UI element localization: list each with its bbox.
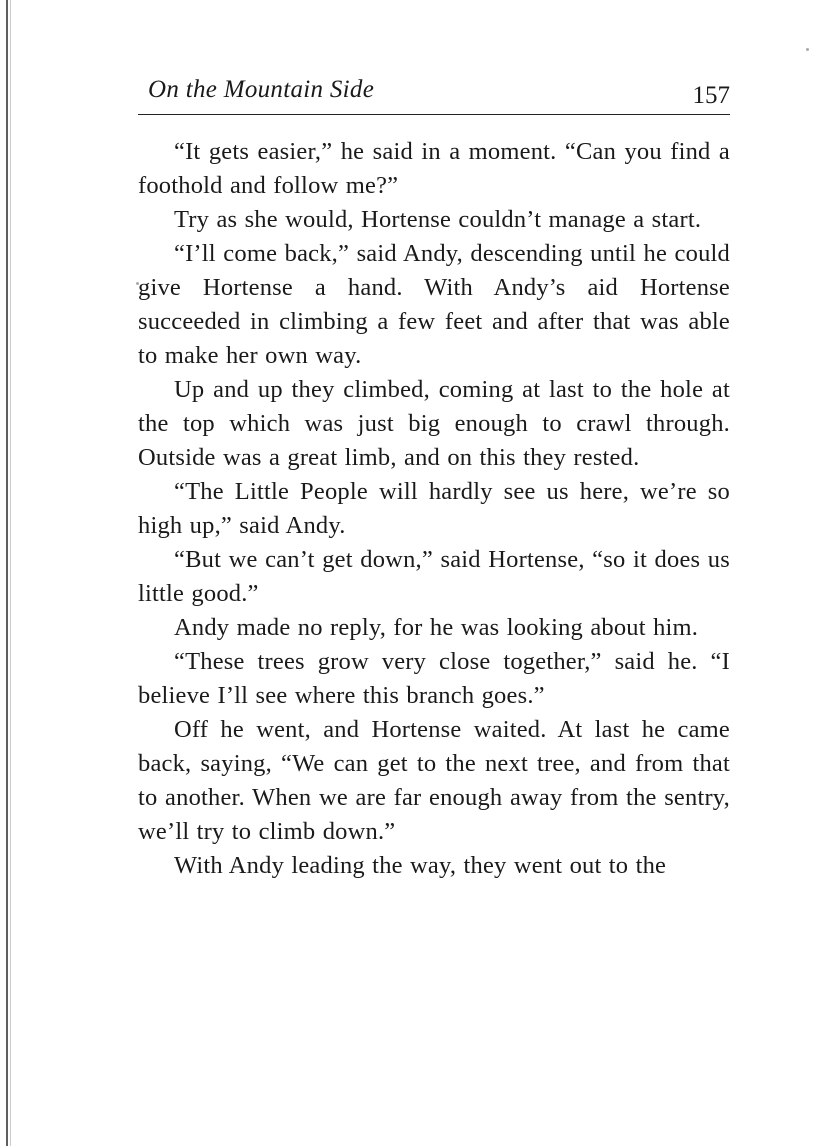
paragraph: “The Little People will hardly see us here, we’re so high up,” said Andy. (138, 478, 730, 539)
paragraph: With Andy leading the way, they went out to the (174, 852, 667, 879)
paragraph: “But we can’t get down,” said Hortense, “so it does us little good.” (138, 546, 730, 607)
running-title: On the Mountain Side (148, 76, 375, 103)
page-binding-shadow (10, 0, 11, 1146)
paragraph: “It gets easier,” he said in a moment. “Can you find a foothold and follow me?” (138, 138, 730, 199)
paragraph: “These trees grow very close together,” said he. “I believe I’ll see where this branch goes.” (138, 648, 730, 709)
page-number: 157 (692, 82, 730, 109)
body-text (138, 135, 730, 883)
running-header (138, 70, 730, 115)
paragraph: “I’ll come back,” said Andy, descending until he could give Hortense a hand. With Andy’s aid Hortense succeeded in climbing a few feet and after that was able to make her own way. (138, 240, 730, 369)
paragraph: Try as she would, Hortense couldn’t manage a start. (174, 206, 702, 233)
paragraph: Up and up they climbed, coming at last to the hole at the top which was just big enough to crawl through. Outside was a great limb, and on this they rested. (138, 376, 730, 471)
paper-speck (806, 48, 809, 51)
book-page (138, 70, 730, 883)
page-binding-edge (6, 0, 8, 1146)
paragraph: Andy made no reply, for he was looking about him. (174, 614, 699, 641)
paragraph: Off he went, and Hortense waited. At last he came back, saying, “We can get to the next tree, and from that to another. When we are far enough away from the sentry, we’ll try to climb down.” (138, 716, 730, 845)
